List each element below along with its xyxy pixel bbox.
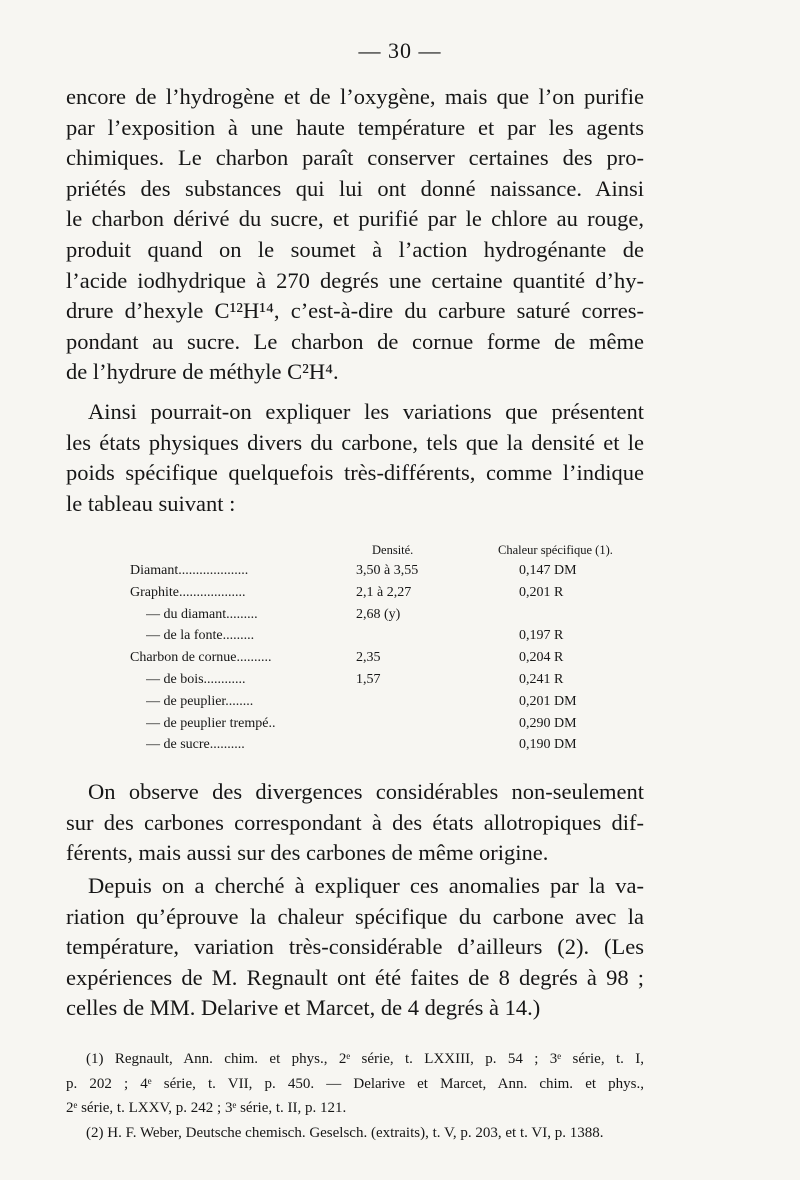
footnote-line: p. 202 ; 4ᵉ série, t. VII, p. 450. — Delarive et Marcet, Ann. chim. et phys., (66, 1075, 644, 1092)
paragraph-4 (66, 871, 644, 1024)
row-label: — de peuplier trempé.. (146, 715, 276, 731)
text-line: Ainsi pourrait-on expliquer les variations que présentent (88, 399, 644, 424)
row-density: 3,50 à 3,55 (356, 563, 419, 578)
text-line: chimiques. Le charbon paraît conserver certaines des pro- (66, 145, 644, 171)
row-density: 2,68 (y) (356, 606, 401, 622)
row-density: 2,1 à 2,27 (356, 584, 412, 600)
text-line: les états physiques divers du carbone, tels que la densité et le (66, 429, 644, 455)
text-line: produit quand on le soumet à l’action hydrogénante de (66, 236, 644, 262)
footnotes (66, 1047, 644, 1145)
table-row (130, 560, 620, 582)
carbon-properties-table (130, 540, 620, 756)
text-line: température, variation très-considérable d’ailleurs (2). (Les (66, 934, 644, 960)
header-density: Densité. (372, 543, 414, 557)
row-specific-heat: 0,147 DM (519, 563, 577, 578)
row-specific-heat: 0,197 R (519, 628, 564, 644)
footnote-line: (2) H. F. Weber, Deutsche chemisch. Geselsch. (extraits), t. V, p. 203, et t. VI, p. 1388. (86, 1124, 604, 1141)
text-line: poids spécifique quelquefois très-différents, comme l’indique (66, 460, 644, 486)
row-label: Graphite................... (130, 584, 246, 600)
text-line: sur des carbones correspondant à des états allotropiques dif- (66, 809, 644, 835)
text-line: priétés des substances qui lui ont donné naissance. Ainsi (66, 175, 644, 201)
text-line: férents, mais aussi sur des carbones de même origine. (66, 840, 549, 866)
row-label: — de sucre.......... (146, 737, 245, 753)
paragraph-3 (66, 777, 644, 869)
text-line: par l’exposition à une haute température et par les agents (66, 114, 644, 140)
text-line: le tableau suivant : (66, 490, 236, 516)
footnote-line: (1) Regnault, Ann. chim. et phys., 2ᵉ série, t. LXXIII, p. 54 ; 3ᵉ série, t. I, (86, 1051, 644, 1067)
row-specific-heat: 0,190 DM (519, 737, 577, 753)
row-label: Diamant.................... (130, 563, 249, 578)
table-row (130, 647, 620, 669)
paragraph-1 (66, 82, 644, 388)
text-line: l’acide iodhydrique à 270 degrés une certaine quantité d’hy- (66, 267, 644, 293)
row-label: — du diamant......... (146, 606, 258, 622)
table-row (130, 691, 620, 713)
table-row (130, 625, 620, 647)
row-specific-heat: 0,290 DM (519, 715, 577, 731)
footnote-line: 2ᵉ série, t. LXXV, p. 242 ; 3ᵉ série, t. II, p. 121. (66, 1100, 347, 1116)
row-specific-heat: 0,241 R (519, 671, 564, 687)
text-line: Depuis on a cherché à expliquer ces anomalies par la va- (88, 873, 644, 898)
text-line: pondant au sucre. Le charbon de cornue forme de même (66, 328, 644, 354)
text-line: expériences de M. Regnault ont été faites de 8 degrés à 98 ; (66, 964, 644, 990)
table-row (130, 582, 620, 604)
text-line: drure d’hexyle C¹²H¹⁴, c’est-à-dire du carbure saturé corres- (66, 298, 644, 324)
paragraph-2 (66, 397, 644, 519)
header-specific-heat: Chaleur spécifique (1). (498, 543, 613, 557)
table-row (130, 669, 620, 691)
row-specific-heat: 0,204 R (519, 650, 564, 666)
text-line: encore de l’hydrogène et de l’oxygène, mais que l’on purifie (66, 84, 644, 109)
text-line: celles de MM. Delarive et Marcet, de 4 degrés à 14.) (66, 995, 541, 1021)
text-line: de l’hydrure de méthyle C²H⁴. (66, 359, 339, 385)
page-number: — 30 — (358, 38, 442, 63)
table-body (130, 560, 620, 756)
row-density: 2,35 (356, 650, 381, 666)
table-header (130, 540, 620, 560)
row-label: Charbon de cornue.......... (130, 650, 272, 666)
row-specific-heat: 0,201 R (519, 584, 564, 600)
text-line: riation qu’éprouve la chaleur spécifique du carbone avec la (66, 903, 644, 929)
text-line: le charbon dérivé du sucre, et purifié par le chlore au rouge, (66, 206, 644, 232)
row-label: — de peuplier........ (146, 693, 254, 709)
table-row (130, 734, 620, 756)
row-specific-heat: 0,201 DM (519, 693, 577, 709)
table-row (130, 713, 620, 735)
row-label: — de bois............ (146, 671, 246, 687)
row-label: — de la fonte......... (146, 628, 255, 644)
text-line: On observe des divergences considérables non-seulement (88, 779, 644, 804)
row-density: 1,57 (356, 671, 381, 687)
table-row (130, 604, 620, 626)
